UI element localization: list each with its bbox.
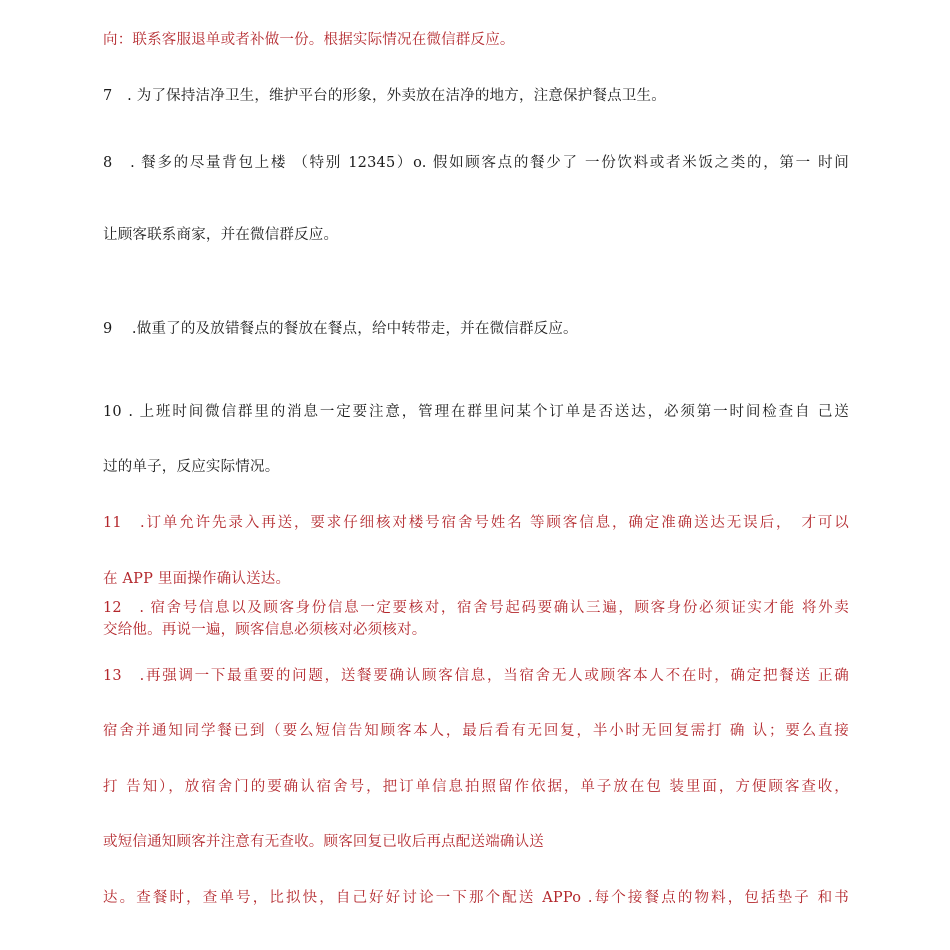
item-12-text-line-1: 12 . 宿舍号信息以及顾客身份信息一定要核对，宿舍号起码要确认三遍，顾客身份必须证实才能 将外卖 xyxy=(103,600,849,616)
item-9-text: 9 .做重了的及放错餐点的餐放在餐点，给中转带走，并在微信群反应。 xyxy=(103,321,578,337)
item-13-text-line-2: 宿舍并通知同学餐已到（要么短信告知顾客本人，最后看有无回复，半小时无回复需打 确 认；要么直接 xyxy=(103,723,849,739)
item-10-text-line-2: 过的单子，反应实际情况。 xyxy=(103,459,280,475)
item-13-text-line-5: 达。查餐时，查单号，比拟快，自己好好讨论一下那个配送 APPo .每个接餐点的物料，包括垫子 和书 xyxy=(103,890,849,906)
item-8-text-line-2: 让顾客联系商家，并在微信群反应。 xyxy=(103,227,339,243)
item-7-text: 7 . 为了保持洁净卫生，维护平台的形象，外卖放在洁净的地方，注意保护餐点卫生。 xyxy=(103,88,666,104)
item-13-text-line-3: 打 告知），放宿舍门的要确认宿舍号，把订单信息拍照留作依据，单子放在包 装里面，方便顾客查收， xyxy=(103,779,849,795)
item-8-text-line-1: 8 . 餐多的尽量背包上楼 （特别 12345）o. 假如顾客点的餐少了 一份饮料或者米饭之类的，第一 时间 xyxy=(103,155,849,171)
item-13-text-line-1: 13 .再强调一下最重要的问题，送餐要确认顾客信息，当宿舍无人或顾客本人不在时，确定把餐送 正确 xyxy=(103,668,849,684)
text-line-1: 向：联系客服退单或者补做一份。根据实际情况在微信群反应。 xyxy=(103,32,515,48)
item-12-text-line-2: 交给他。再说一遍，顾客信息必须核对必须核对。 xyxy=(103,622,427,638)
item-13-text-line-4: 或短信通知顾客并注意有无查收。顾客回复已收后再点配送端确认送 xyxy=(103,834,544,850)
item-11-text-line-2: 在 APP 里面操作确认送达。 xyxy=(103,571,291,587)
item-10-text-line-1: 10 . 上班时间微信群里的消息一定要注意，管理在群里问某个订单是否送达，必须第一时间检查自 己送 xyxy=(103,404,849,420)
item-11-text-line-1: 11 .订单允许先录入再送，要求仔细核对楼号宿舍号姓名 等顾客信息，确定准确送达无误后， 才可以 xyxy=(103,515,849,531)
